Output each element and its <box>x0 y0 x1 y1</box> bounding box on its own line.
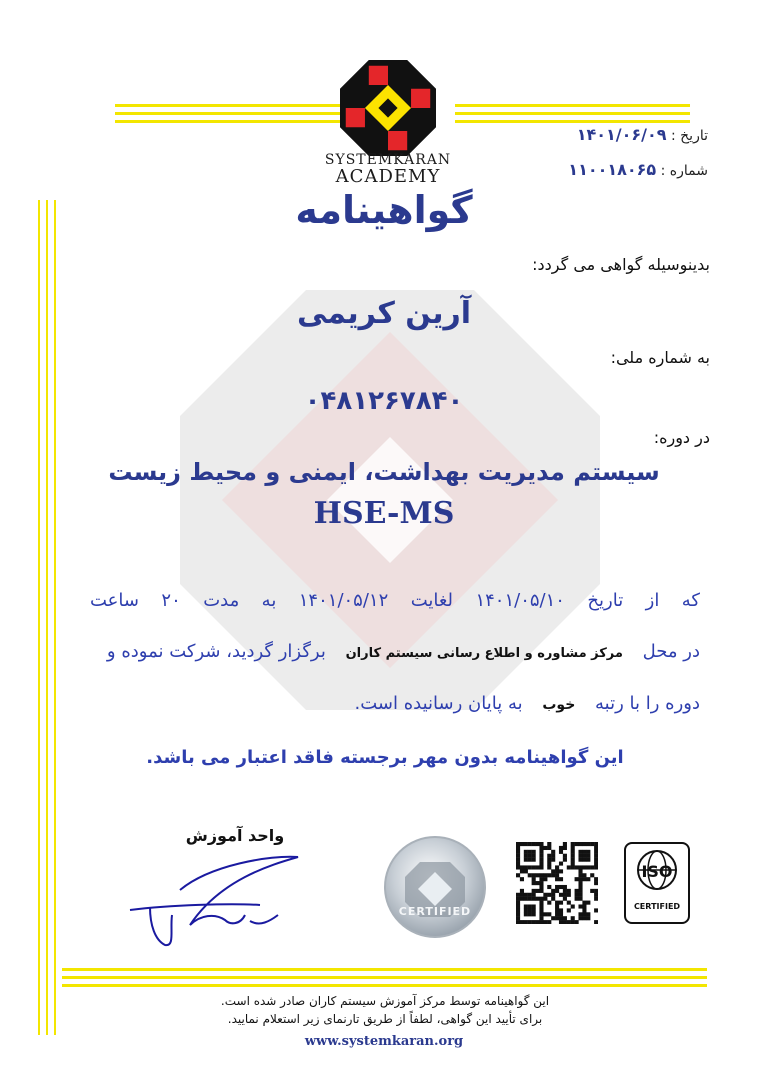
body-line-1 <box>90 590 700 611</box>
iso-certified-text: CERTIFIED <box>633 902 681 911</box>
footer-website-link[interactable]: www.systemkaran.org <box>304 1034 464 1049</box>
number-label: شماره : <box>660 163 708 179</box>
top-rule-2 <box>115 112 343 115</box>
date-row <box>508 125 708 144</box>
qr-code[interactable] <box>516 842 598 924</box>
body-line-3 <box>60 693 700 714</box>
left-border-lines <box>38 200 62 1035</box>
text-grade: دوره را با رتبه <box>595 693 700 714</box>
signature-label: واحد آموزش <box>185 826 285 845</box>
national-id-value: ۰۴۸۱۲۶۷۸۴۰ <box>304 386 464 416</box>
qr-code-image <box>516 842 598 924</box>
start-date: ۱۴۰۱/۰۵/۱۰ <box>475 590 565 611</box>
grade-value: خوب <box>542 697 576 713</box>
text-until: لغایت <box>410 590 454 611</box>
intro-text: بدینوسیله گواهی می گردد: <box>532 255 710 274</box>
national-id-label: به شماره ملی: <box>610 348 710 367</box>
text-completed: به پایان رسانیده است. <box>354 693 523 714</box>
venue-name: مرکز مشاوره و اطلاع رسانی سیستم کاران <box>345 646 623 661</box>
text-duration: به مدت <box>203 590 277 611</box>
bottom-rule-2 <box>62 976 707 979</box>
course-name-fa: سیستم مدیریت بهداشت، ایمنی و محیط زیست <box>108 458 660 486</box>
footer-line-1: این گواهینامه توسط مرکز آموزش سیستم کاران صادر شده است. <box>220 994 550 1008</box>
course-name-en: HSE-MS <box>313 496 455 531</box>
bottom-rule-1 <box>62 968 707 971</box>
systemkaran-logo <box>340 60 436 156</box>
logo-text-line2: ACADEMY <box>335 166 441 187</box>
top-rule-6 <box>455 120 690 123</box>
body-line-2 <box>60 641 700 662</box>
end-date: ۱۴۰۱/۰۵/۱۲ <box>298 590 389 611</box>
number-value: ۱۱۰۰۱۸۰۶۵ <box>568 160 657 179</box>
number-row <box>488 160 708 179</box>
hologram-seal <box>380 832 490 942</box>
text-hours: ساعت <box>90 590 139 611</box>
iso-badge <box>624 842 690 924</box>
text-venue: در محل <box>642 641 700 662</box>
top-rule-5 <box>455 112 690 115</box>
top-rule-4 <box>455 104 690 107</box>
date-label: تاریخ : <box>670 128 708 144</box>
bottom-rule-3 <box>62 984 707 987</box>
top-rule-1 <box>115 104 343 107</box>
iso-text: ISO <box>641 862 673 881</box>
text-held: برگزار گردید، شرکت نموده و <box>106 641 326 662</box>
footer-line-2: برای تأیید این گواهی، لطفاً از طریق تارنمای زیر استعلام نمایید. <box>227 1012 543 1026</box>
signature-scribble <box>120 845 320 955</box>
course-label: در دوره: <box>653 428 710 447</box>
top-rule-3 <box>115 120 343 123</box>
date-value: ۱۴۰۱/۰۶/۰۹ <box>576 125 667 144</box>
text-from-date: که از تاریخ <box>587 590 700 611</box>
recipient-name: آرین کریمی <box>296 296 472 331</box>
seal-bottom-text: CERTIFIED <box>398 905 472 918</box>
validity-note: این گواهینامه بدون مهر برجسته فاقد اعتبار می باشد. <box>146 747 624 768</box>
hours-value: ۲۰ <box>161 590 181 611</box>
certificate-title: گواهینامه <box>295 188 473 232</box>
logo-text-line1: SYSTEMKARAN <box>324 152 452 168</box>
